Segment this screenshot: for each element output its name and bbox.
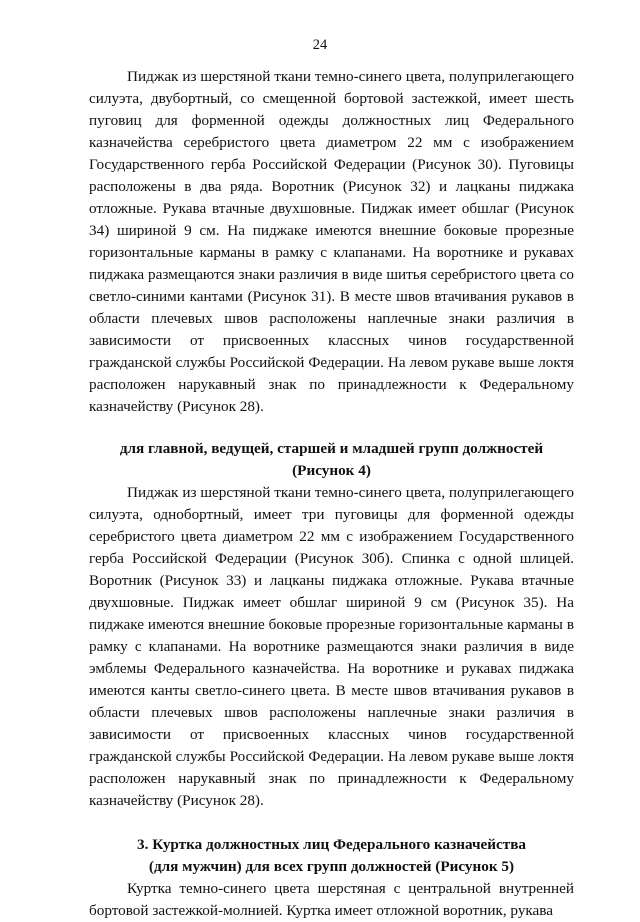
page-number: 24 (312, 37, 328, 53)
heading-line: (для мужчин) для всех групп должностей (Рисунок 5) (148, 858, 515, 875)
spacer (89, 812, 574, 834)
paragraph-jacket-double-breasted: Пиджак из шерстяной ткани темно-синего цвета, полуприлегающего силуэта, двубортный, со смещенной бортовой застежкой, имеет шесть пуговиц для форменной одежды должностных лиц Федерального казначейства серебристого цвета диаметром 22 мм с изображением Государственного герба Российской Федерации (Рисунок 30). Пуговицы расположены в два ряда. Воротник (Рисунок 32) и лацканы пиджака отложные. Рукава втачные двухшовные. Пиджак имеет обшлаг (Рисунок 34) шириной 9 см. На пиджаке имеются внешние боковые прорезные горизонтальные карманы в рамку с клапанами. На воротнике и рукавах пиджака размещаются знаки различия в виде шитья серебристого цвета со светло-синими кантами (Рисунок 31). В месте швов втачивания рукавов в области плечевых швов расположены наплечные знаки различия в зависимости от присвоенных классных чинов государственной гражданской службы Российской Федерации. На левом рукаве выше локтя расположен нарукавный знак по принадлежности к Федеральному казначейству (Рисунок 28). (89, 68, 574, 415)
heading-line: 3. Куртка должностных лиц Федерального казначейства (137, 836, 526, 853)
paragraph-jacket-single-breasted: Пиджак из шерстяной ткани темно-синего цвета, полуприлегающего силуэта, однобортный, имеет три пуговицы для форменной одежды серебристого цвета диаметром 22 мм с изображением Государственного герба Российской Федерации (Рисунок 30б). Спинка с одной шлицей. Воротник (Рисунок 33) и лацканы пиджака отложные. Рукава втачные двухшовные. Пиджак имеет обшлаг шириной 9 см (Рисунок 35). На пиджаке имеются внешние боковые прорезные горизонтальные карманы в рамку с клапанами. На воротнике размещаются знаки различия в виде эмблемы Федерального казначейства. На воротнике и рукавах пиджака имеются канты светло-синего цвета. В месте швов втачивания рукавов в области плечевых швов расположены наплечные знаки различия в зависимости от присвоенных классных чинов государственной гражданской службы Российской Федерации. На левом рукаве выше локтя расположен нарукавный знак по принадлежности к Федеральному казначейству (Рисунок 28). (89, 484, 574, 809)
paragraph-jacket-zipper: Куртка темно-синего цвета шерстяная с центральной внутренней бортовой застежкой-молнией. Куртка имеет отложной воротник, рукава (89, 880, 574, 919)
heading-line: для главной, ведущей, старшей и младшей групп должностей (119, 440, 544, 457)
section-heading-groups (89, 438, 574, 482)
spacer (89, 418, 574, 438)
heading-line: (Рисунок 4) (292, 462, 371, 479)
section-heading-jacket-men (89, 834, 574, 878)
document-body (89, 66, 574, 922)
